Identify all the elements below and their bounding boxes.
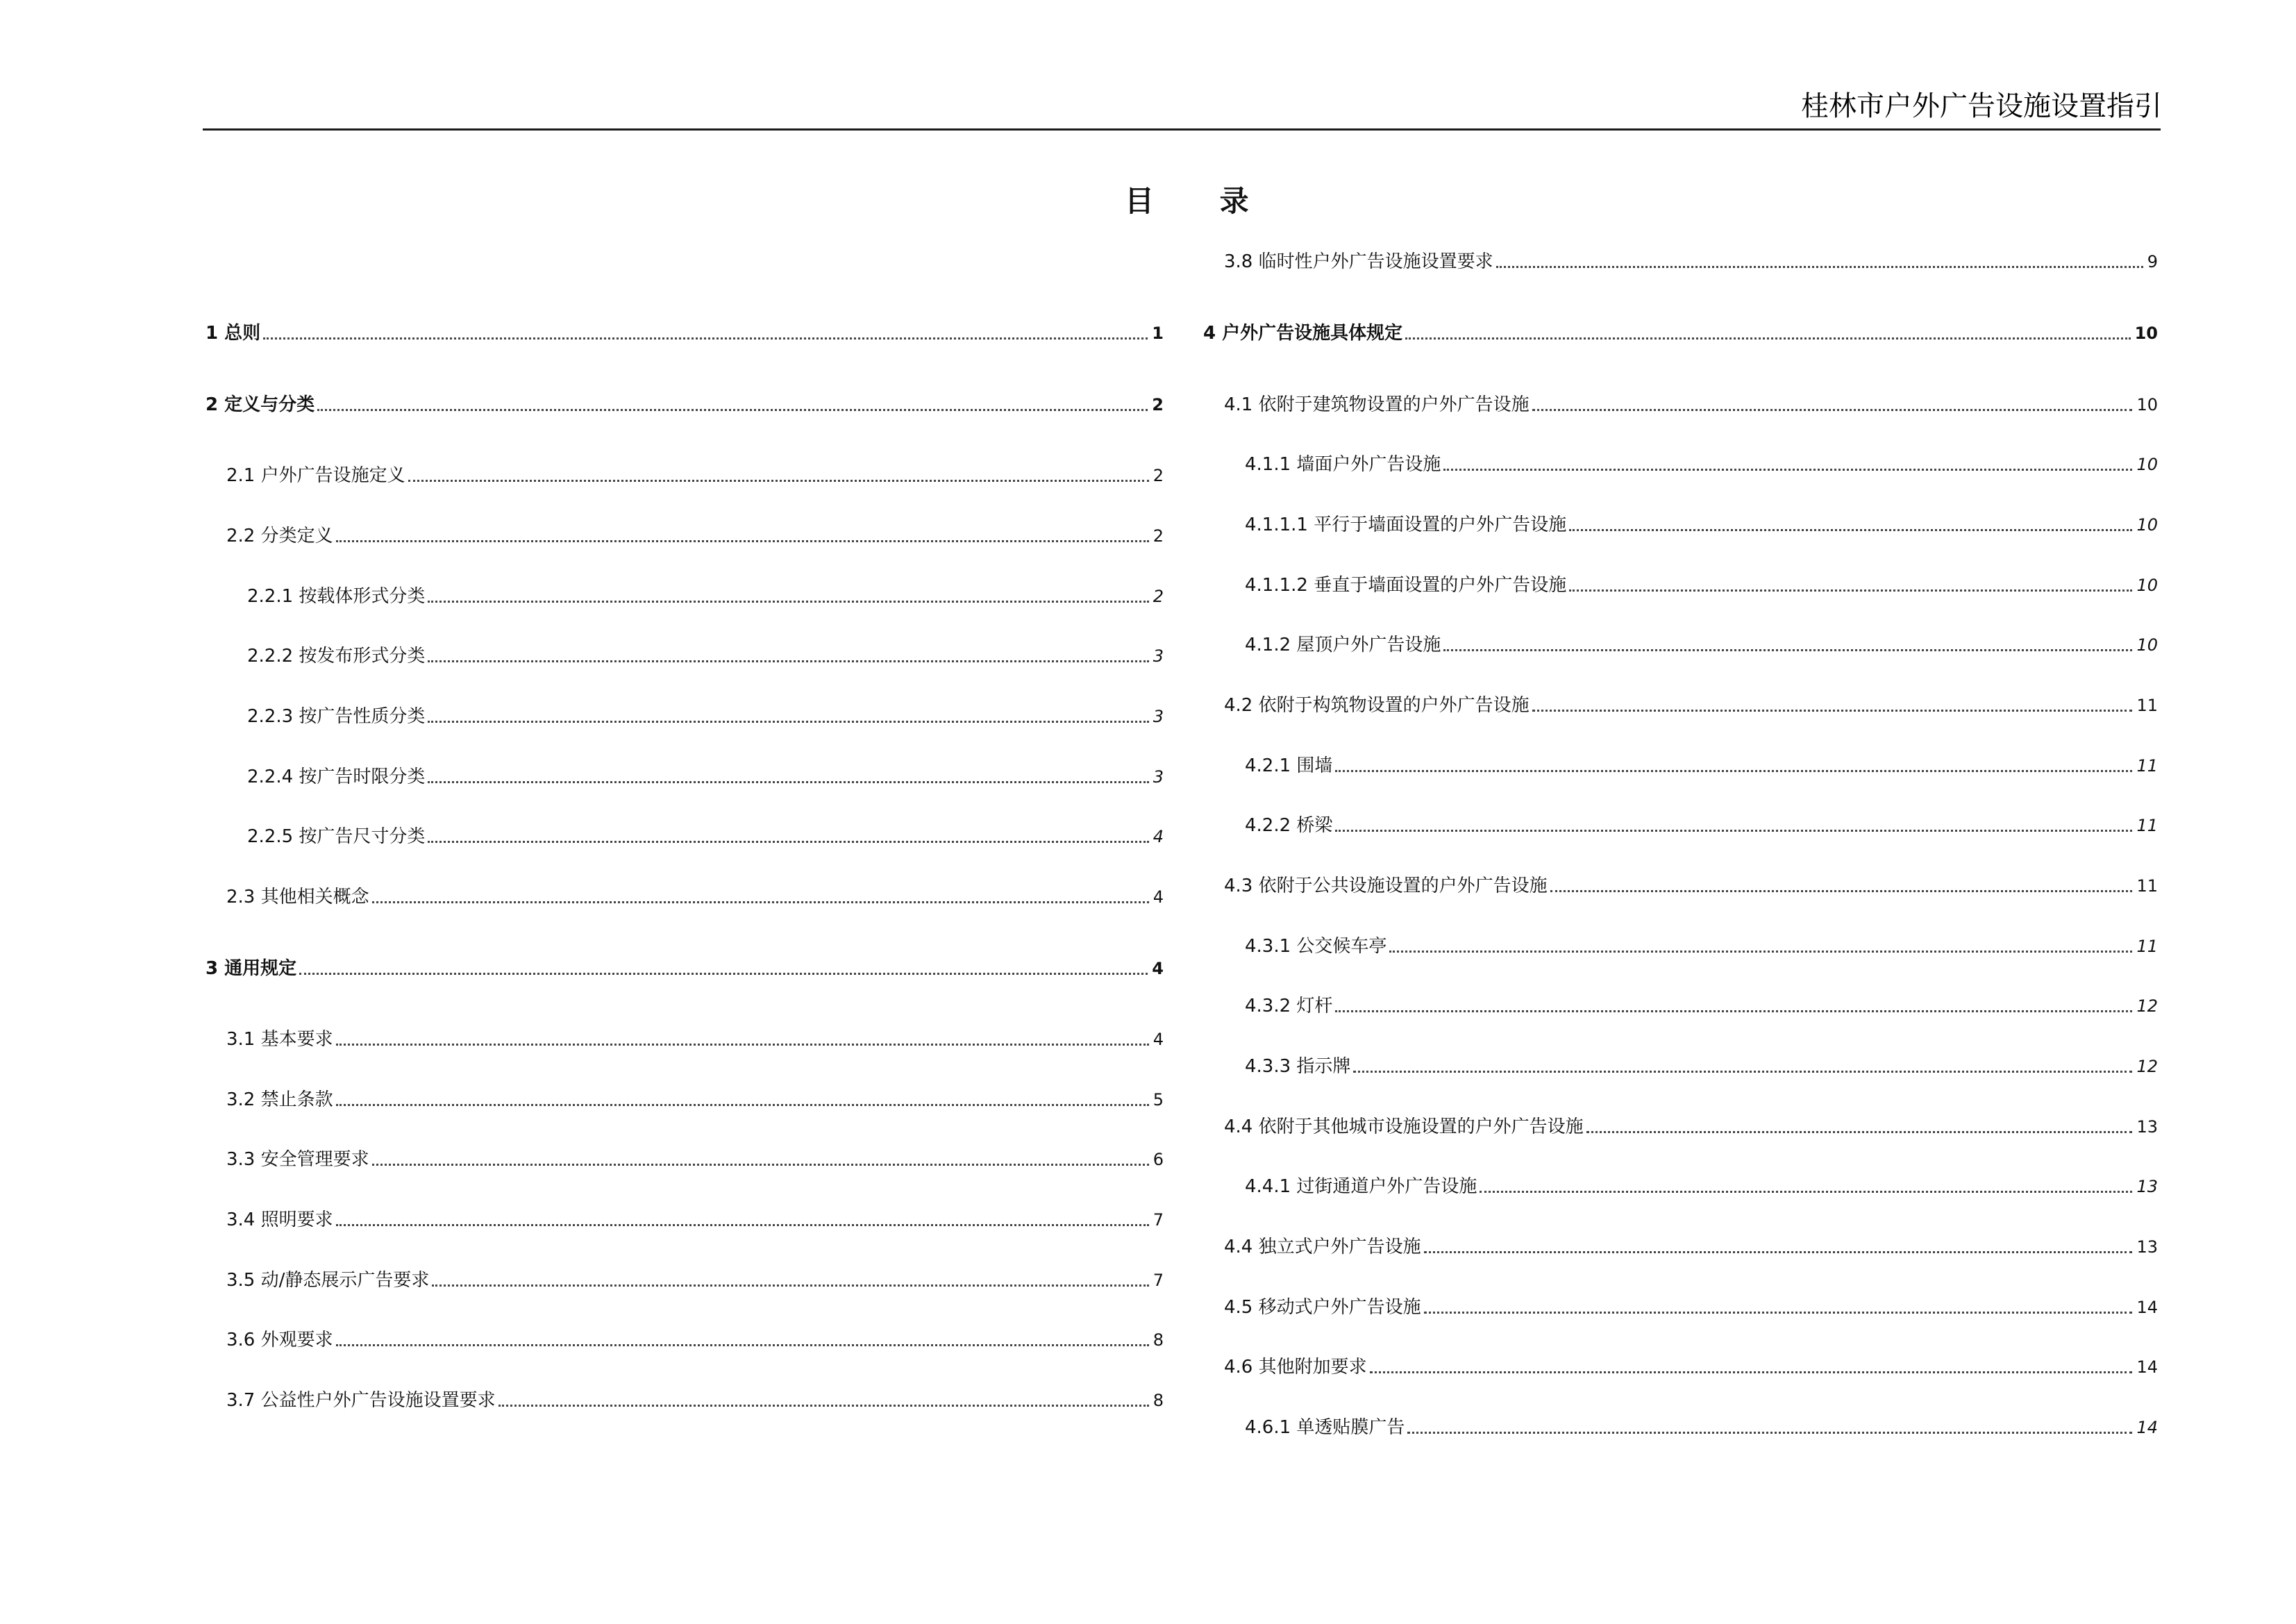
toc-entry-page-number: 10	[2136, 395, 2158, 415]
toc-entry-label: 4.1 依附于建筑物设置的户外广告设施	[1224, 394, 1530, 415]
toc-entry-label: 2.2 分类定义	[226, 526, 333, 546]
toc-entry[interactable]	[1245, 810, 2158, 838]
toc-dot-leader	[1335, 830, 2132, 832]
toc-entry[interactable]	[1224, 1292, 2158, 1320]
toc-entry-label: 2.2.5 按广告尺寸分类	[247, 826, 426, 847]
toc-entry[interactable]	[1224, 1352, 2158, 1380]
toc-entry-label: 4.4.1 过街通道户外广告设施	[1245, 1176, 1477, 1197]
toc-entry[interactable]	[1245, 751, 2158, 778]
toc-entry[interactable]	[1203, 318, 2158, 346]
toc-entry-label: 2.2.1 按载体形式分类	[247, 586, 426, 607]
toc-dot-leader	[1353, 1071, 2132, 1073]
toc-entry-label: 4.3 依附于公共设施设置的户外广告设施	[1224, 876, 1548, 896]
toc-dot-leader	[263, 337, 1148, 340]
toc-entry-page-number: 11	[2136, 937, 2158, 956]
toc-entry[interactable]	[1245, 510, 2158, 537]
toc-entry[interactable]	[247, 581, 1164, 609]
toc-entry[interactable]	[206, 390, 1164, 417]
toc-entry[interactable]	[247, 821, 1164, 849]
toc-dot-leader	[1335, 1010, 2132, 1012]
toc-entry[interactable]	[1224, 690, 2158, 718]
toc-entry[interactable]	[226, 882, 1164, 910]
toc-dot-leader	[1480, 1191, 2132, 1193]
toc-entry[interactable]	[247, 641, 1164, 669]
toc-entry-page-number: 8	[1153, 1391, 1164, 1410]
toc-dot-leader	[1424, 1312, 2133, 1314]
toc-dot-leader	[1405, 337, 2130, 340]
toc-entry-page-number: 2	[1153, 526, 1164, 546]
toc-entry-page-number: 4	[1153, 1030, 1164, 1049]
toc-dot-leader	[317, 409, 1148, 411]
toc-entry-page-number: 8	[1153, 1330, 1164, 1350]
toc-entry[interactable]	[1245, 570, 2158, 598]
toc-entry[interactable]	[226, 1265, 1164, 1293]
toc-dot-leader	[1424, 1251, 2133, 1253]
toc-entry-label: 2.2.2 按发布形式分类	[247, 646, 426, 667]
toc-entry-label: 4.3.2 灯杆	[1245, 996, 1333, 1016]
toc-entry[interactable]	[1245, 1051, 2158, 1079]
toc-dot-leader	[336, 1224, 1149, 1226]
toc-entry-label: 3.7 公益性户外广告设施设置要求	[226, 1390, 496, 1411]
toc-entry-label: 4.4 依附于其他城市设施设置的户外广告设施	[1224, 1116, 1584, 1137]
toc-dot-leader	[1569, 529, 2132, 531]
toc-entry-page-number: 3	[1153, 646, 1164, 666]
toc-entry[interactable]	[1245, 1171, 2158, 1199]
toc-entry-page-number: 3	[1153, 767, 1164, 787]
toc-entry[interactable]	[1224, 1232, 2158, 1259]
toc-entry[interactable]	[247, 762, 1164, 789]
toc-entry-label: 3.5 动/静态展示广告要求	[226, 1270, 430, 1291]
toc-entry-label: 3.1 基本要求	[226, 1029, 333, 1050]
toc-entry[interactable]	[226, 521, 1164, 549]
toc-entry-page-number: 12	[2136, 996, 2158, 1016]
toc-entry-page-number: 2	[1153, 587, 1164, 606]
toc-entry-label: 3.6 外观要求	[226, 1330, 333, 1350]
toc-dot-leader	[1550, 890, 2133, 892]
toc-entry-label: 4.1.1.1 平行于墙面设置的户外广告设施	[1245, 514, 1567, 535]
toc-entry-page-number: 14	[2136, 1418, 2158, 1437]
toc-dot-leader	[428, 601, 1148, 603]
toc-entry-page-number: 4	[1153, 827, 1164, 846]
toc-entry-label: 4.3.1 公交候车亭	[1245, 936, 1387, 957]
toc-entry[interactable]	[1245, 1412, 2158, 1440]
toc-entry[interactable]	[226, 1144, 1164, 1172]
toc-entry-label: 4 户外广告设施具体规定	[1203, 323, 1403, 344]
toc-entry-page-number: 11	[2136, 876, 2158, 896]
toc-entry-page-number: 2	[1153, 466, 1164, 485]
toc-entry[interactable]	[1245, 630, 2158, 658]
toc-entry[interactable]	[226, 1205, 1164, 1232]
toc-entry-label: 1 总则	[206, 323, 261, 344]
toc-entry-page-number: 11	[2136, 816, 2158, 835]
toc-entry[interactable]	[226, 1325, 1164, 1353]
toc-entry-label: 4.1.2 屋顶户外广告设施	[1245, 635, 1441, 655]
toc-dot-leader	[1443, 649, 2132, 651]
toc-entry[interactable]	[206, 318, 1164, 346]
toc-entry-page-number: 13	[2136, 1237, 2158, 1257]
header-divider	[203, 128, 2161, 131]
toc-dot-leader	[1407, 1432, 2132, 1434]
toc-entry-page-number: 10	[2136, 635, 2158, 655]
toc-entry[interactable]	[1245, 931, 2158, 959]
toc-entry[interactable]	[247, 701, 1164, 729]
toc-dot-leader	[498, 1405, 1149, 1407]
toc-dot-leader	[428, 660, 1148, 662]
toc-entry-page-number: 6	[1153, 1150, 1164, 1169]
toc-entry-page-number: 4	[1153, 887, 1164, 907]
toc-entry-label: 4.6 其他附加要求	[1224, 1357, 1367, 1378]
toc-dot-leader	[372, 901, 1149, 903]
toc-entry-page-number: 7	[1153, 1210, 1164, 1230]
toc-entry-page-number: 13	[2136, 1117, 2158, 1137]
toc-dot-leader	[1389, 951, 2132, 953]
toc-entry-label: 3.4 照明要求	[226, 1209, 333, 1230]
toc-entry-label: 4.3.3 指示牌	[1245, 1056, 1351, 1077]
toc-entry[interactable]	[226, 1085, 1164, 1112]
toc-entry-label: 3.3 安全管理要求	[226, 1149, 369, 1170]
toc-dot-leader	[336, 1344, 1149, 1346]
toc-entry-label: 3 通用规定	[206, 958, 297, 979]
toc-entry[interactable]	[1245, 991, 2158, 1019]
toc-dot-leader	[428, 841, 1148, 843]
toc-entry-page-number: 7	[1153, 1271, 1164, 1290]
toc-entry[interactable]	[1245, 449, 2158, 477]
toc-entry[interactable]	[1224, 246, 2158, 274]
toc-entry-page-number: 13	[2136, 1177, 2158, 1196]
toc-entry-page-number: 5	[1153, 1090, 1164, 1110]
toc-dot-leader	[336, 540, 1149, 542]
toc-entry-page-number: 11	[2136, 696, 2158, 715]
toc-dot-leader	[336, 1044, 1149, 1046]
toc-entry-label: 2.2.3 按广告性质分类	[247, 706, 426, 727]
toc-entry-label: 4.5 移动式户外广告设施	[1224, 1297, 1421, 1318]
toc-dot-leader	[432, 1284, 1148, 1287]
toc-entry-page-number: 3	[1153, 707, 1164, 726]
toc-entry-page-number: 4	[1152, 959, 1164, 978]
toc-entry-page-number: 10	[2136, 515, 2158, 535]
toc-entry[interactable]	[206, 953, 1164, 981]
toc-entry-page-number: 12	[2136, 1057, 2158, 1076]
toc-dot-leader	[299, 973, 1148, 975]
toc-entry-label: 4.2 依附于构筑物设置的户外广告设施	[1224, 695, 1530, 716]
toc-entry-label: 4.1.1.2 垂直于墙面设置的户外广告设施	[1245, 575, 1567, 596]
toc-dot-leader	[1532, 409, 2133, 411]
toc-dot-leader	[372, 1164, 1149, 1166]
document-header-title: 桂林市户外广告设施设置指引	[1801, 90, 2162, 122]
toc-entry-page-number: 10	[2134, 324, 2158, 343]
toc-entry-label: 2.2.4 按广告时限分类	[247, 767, 426, 787]
toc-entry-label: 4.6.1 单透贴膜广告	[1245, 1417, 1405, 1438]
toc-entry-label: 4.2.1 围墙	[1245, 755, 1333, 776]
toc-entry[interactable]	[226, 1024, 1164, 1052]
toc-entry[interactable]	[1224, 390, 2158, 417]
toc-entry-page-number: 10	[2136, 576, 2158, 595]
toc-dot-leader	[1586, 1131, 2133, 1133]
toc-entry-page-number: 14	[2136, 1298, 2158, 1317]
toc-entry-label: 2.1 户外广告设施定义	[226, 465, 405, 486]
toc-entry-page-number: 11	[2136, 756, 2158, 776]
toc-dot-leader	[1532, 710, 2133, 712]
toc-entry-label: 2.3 其他相关概念	[226, 887, 369, 907]
toc-entry[interactable]	[226, 1385, 1164, 1413]
toc-dot-leader	[408, 480, 1149, 482]
toc-entry-label: 4.4 独立式户外广告设施	[1224, 1237, 1421, 1257]
toc-title: 目 录	[1125, 184, 1277, 218]
toc-dot-leader	[428, 721, 1148, 723]
toc-entry-page-number: 10	[2136, 455, 2158, 474]
toc-entry-label: 2 定义与分类	[206, 394, 315, 415]
toc-dot-leader	[1335, 770, 2132, 772]
toc-entry-label: 4.1.1 墙面户外广告设施	[1245, 454, 1441, 475]
toc-entry-page-number: 9	[2147, 252, 2158, 271]
toc-entry-label: 4.2.2 桥梁	[1245, 815, 1333, 836]
toc-entry-page-number: 14	[2136, 1357, 2158, 1377]
toc-entry[interactable]	[1224, 1112, 2158, 1139]
toc-dot-leader	[1443, 469, 2132, 471]
toc-dot-leader	[336, 1104, 1149, 1106]
toc-entry-page-number: 1	[1152, 324, 1164, 343]
toc-entry-label: 3.8 临时性户外广告设施设置要求	[1224, 251, 1493, 272]
toc-entry[interactable]	[226, 460, 1164, 488]
toc-entry-label: 3.2 禁止条款	[226, 1089, 333, 1110]
toc-dot-leader	[428, 781, 1148, 783]
toc-entry[interactable]	[1224, 871, 2158, 898]
toc-dot-leader	[1370, 1371, 2133, 1373]
toc-dot-leader	[1569, 589, 2132, 592]
toc-entry-page-number: 2	[1152, 395, 1164, 415]
toc-dot-leader	[1496, 266, 2143, 268]
